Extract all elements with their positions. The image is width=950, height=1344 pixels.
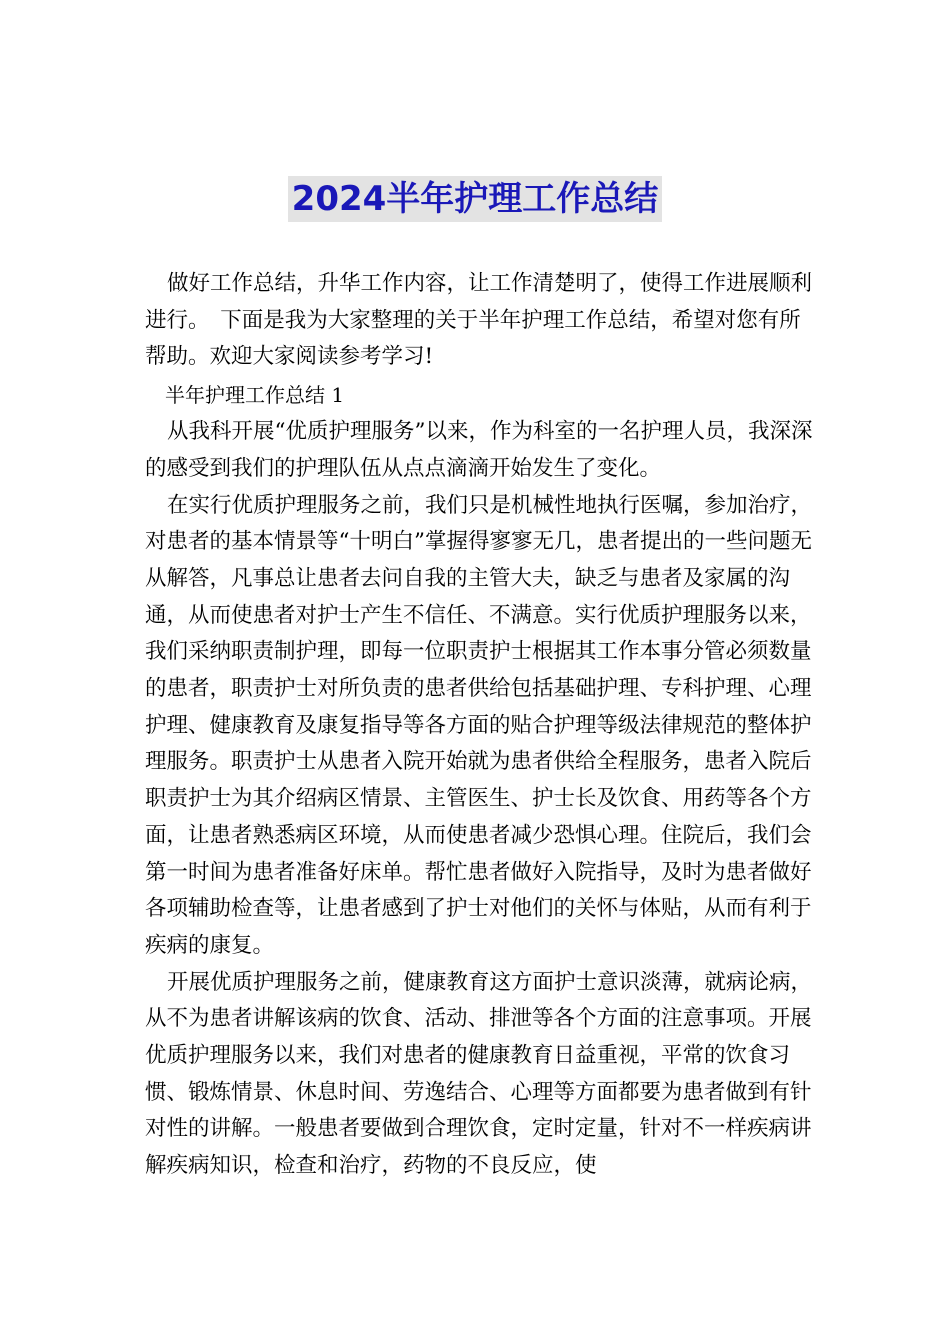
body-paragraph-2: 在实行优质护理服务之前，我们只是机械性地执行医嘱，参加治疗，对患者的基本情景等“十明白”掌握得寥寥无几，患者提出的一些问题无从解答，凡事总让患者去问自我的主管大夫，缺乏与患者及家属的沟通，从而使患者对护士产生不信任、不满意。实行优质护理服务以来，我们采纳职责制护理，即每一位职责护士根据其工作本事分管必须数量的患者，职责护士对所负责的患者供给包括基础护理、专科护理、心理护理、健康教育及康复指导等各方面的贴合护理等级法律规范的整体护理服务。职责护士从患者入院开始就为患者供给全程服务，患者入院后职责护士为其介绍病区情景、主管医生、护士长及饮食、用药等各个方面，让患者熟悉病区环境，从而使患者减少恐惧心理。住院后，我们会第一时间为患者准备好床单。帮忙患者做好入院指导，及时为患者做好各项辅助检查等，让患者感到了护士对他们的关怀与体贴，从而有利于疾病的康复。 <box>145 492 813 958</box>
body-paragraph-3: 开展优质护理服务之前，健康教育这方面护士意识淡薄，就病论病，从不为患者讲解该病的饮食、活动、排泄等各个方面的注意事项。开展优质护理服务以来，我们对患者的健康教育日益重视，平常的饮食习惯、锻炼情景、休息时间、劳逸结合、心理等方面都要为患者做到有针对性的讲解。一般患者要做到合理饮食，定时定量，针对不一样疾病讲解疾病知识，检查和治疗，药物的不良反应，使 <box>145 969 813 1179</box>
document-body <box>145 266 815 1185</box>
section-heading: 半年护理工作总结 1 <box>165 383 345 408</box>
body-paragraph-1: 从我科开展“优质护理服务”以来，作为科室的一名护理人员，我深深的感受到我们的护理队伍从点点滴滴开始发生了变化。 <box>145 419 813 481</box>
title-container <box>0 176 950 222</box>
intro-paragraph: 做好工作总结，升华工作内容，让工作清楚明了，使得工作进展顺利进行。 下面是我为大家整理的关于半年护理工作总结，希望对您有所帮助。欢迎大家阅读参考学习! <box>145 271 813 370</box>
document-title: 2024半年护理工作总结 <box>288 176 663 222</box>
